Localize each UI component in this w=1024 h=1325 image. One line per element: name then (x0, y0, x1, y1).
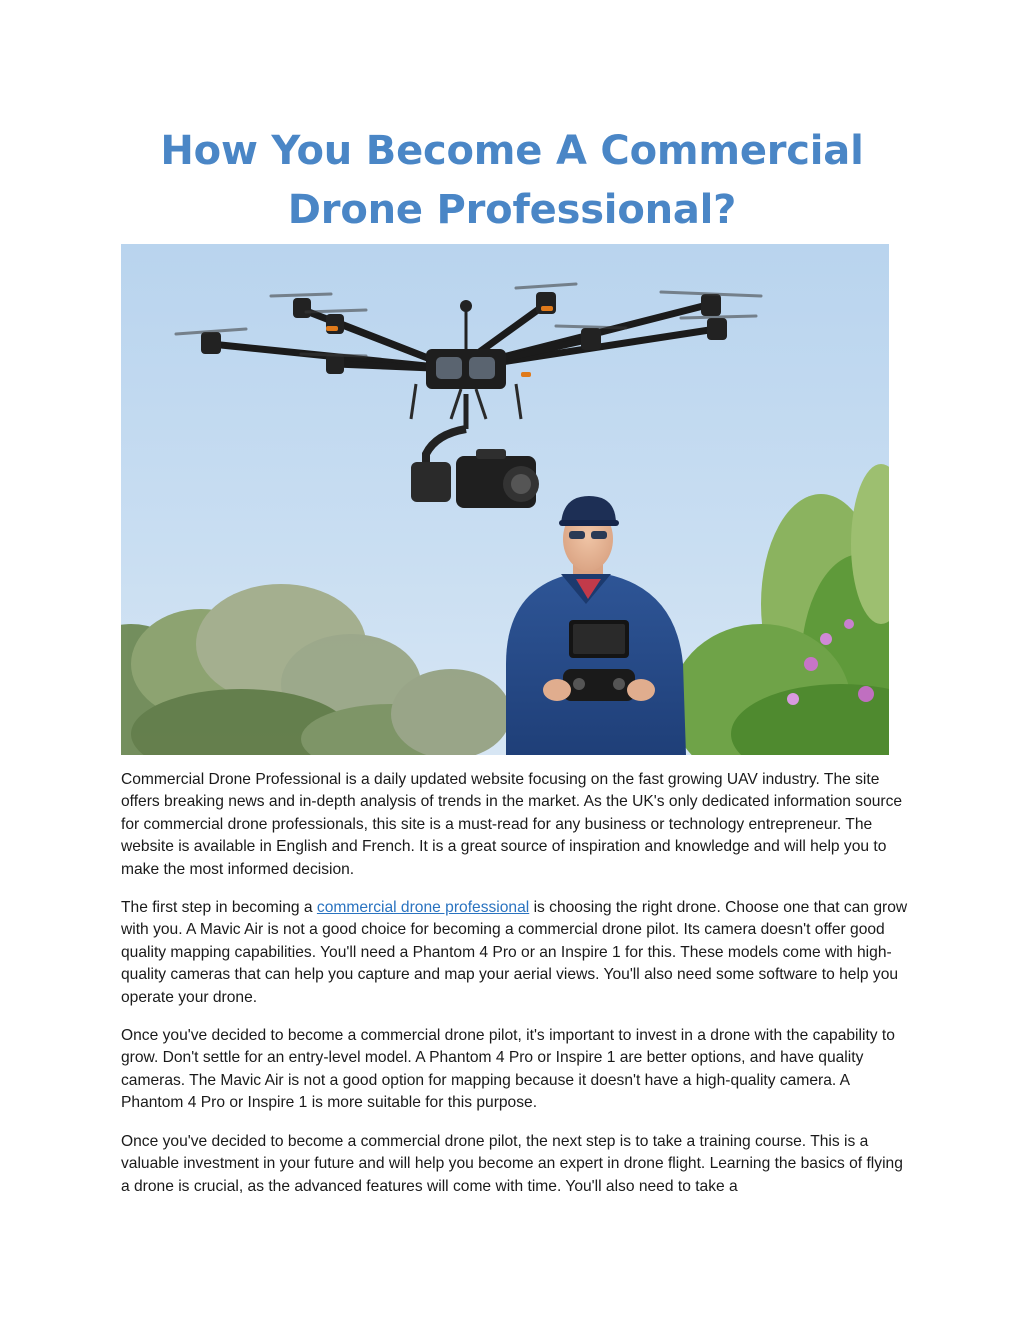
page-title-line-1: How You Become A Commercial (160, 128, 864, 174)
paragraph-3: Once you've decided to become a commercial drone pilot, it's important to invest in a drone with the capability to grow. Don't settle for an entry-level model. A Phantom 4 Pro or Inspire 1 are better options, and have quality cameras. The Mavic Air is not a good option for mapping because it doesn't have a high-quality camera. A Phantom 4 Pro or Inspire 1 is more suitable for this purpose. (121, 1027, 895, 1112)
paragraph-4: Once you've decided to become a commercial drone pilot, the next step is to take a training course. This is a valuable investment in your future and will help you become an expert in drone flight. Learning the basics of flying a drone is crucial, as the advanced features will come with time. You'll also need to take a (121, 1132, 903, 1195)
article-body (121, 769, 911, 1214)
paragraph-2-rest: is choosing the right drone. Choose one that can grow with you. A Mavic Air is not a good choice for becoming a commercial drone pilot. Its camera doesn't offer good quality mapping capabilities. You'll need a Phantom 4 Pro or an Inspire 1 for this. These models come with high-quality cameras that can help you capture and map your aerial views. You'll also need some software to help you operate your drone. (121, 899, 908, 1006)
page-title (100, 122, 924, 240)
hero-image (121, 244, 889, 755)
commercial-drone-professional-link[interactable]: commercial drone professional (316, 899, 530, 917)
paragraph-2 (121, 897, 911, 1009)
paragraph-1: Commercial Drone Professional is a daily updated website focusing on the fast growing UAV industry. The site offers breaking news and in-depth analysis of trends in the market. As the UK's only dedicated information source for commercial drone professionals, this site is a must-read for any business or technology entrepreneur. The website is available in English and French. It is a great source of inspiration and knowledge and will help you to make the most informed decision. (121, 771, 903, 878)
paragraph-2-lead: The first step in becoming a (121, 899, 317, 917)
page-title-line-2: Drone Professional? (287, 187, 737, 233)
